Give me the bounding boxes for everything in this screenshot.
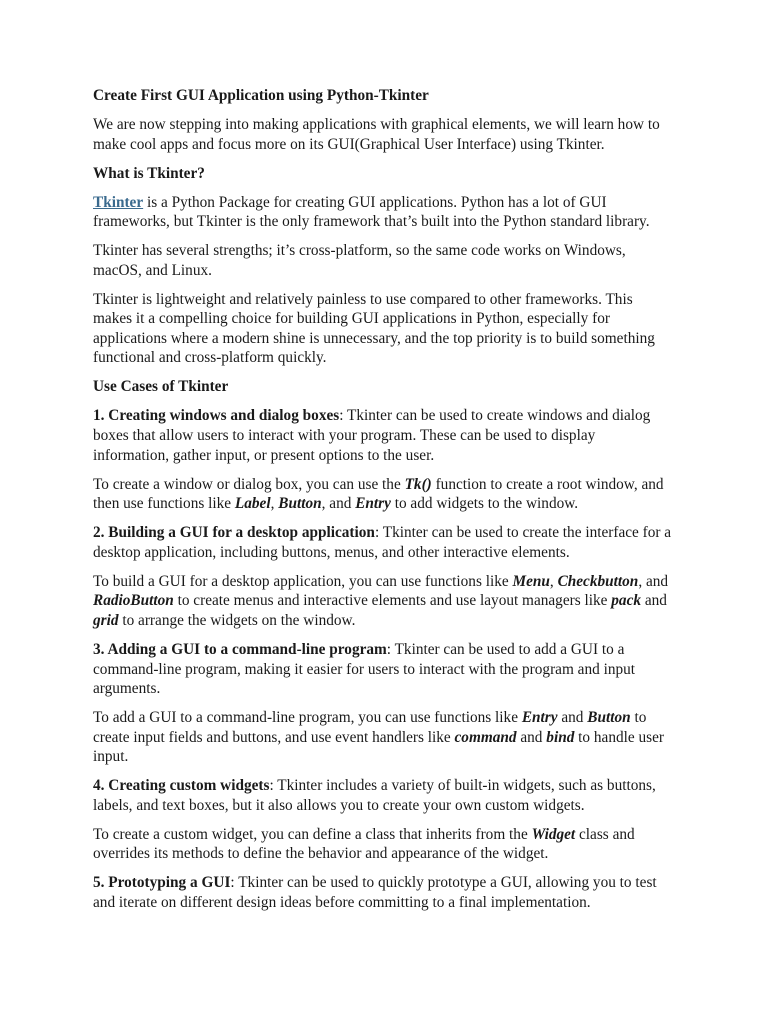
code-checkbutton: Checkbutton <box>557 572 639 590</box>
code-button: Button <box>278 495 322 513</box>
case-2-detail-text: to create menus and interactive elements and use layout managers like <box>173 592 612 610</box>
case-3-detail-text: and <box>516 728 547 746</box>
case-1-detail-text: function to create a root window, and then use functions like <box>93 475 664 513</box>
document-page <box>93 86 673 922</box>
case-4-label: 4. Creating custom widgets <box>93 777 270 795</box>
case-5-paragraph <box>93 873 673 912</box>
case-3-text: : Tkinter can be used to add a GUI to a command-line program, making it easier for users to interact with the program and input arguments. <box>93 640 636 698</box>
what-is-tkinter-paragraph <box>93 193 673 232</box>
case-2-detail <box>93 572 673 631</box>
case-2-detail-text: and <box>641 592 667 610</box>
case-1-detail-text: To create a window or dialog box, you can use the <box>93 475 405 493</box>
document-title: Create First GUI Application using Python-Tkinter <box>93 87 429 104</box>
case-3-detail-text: to handle user input. <box>93 728 664 766</box>
case-5-text: : Tkinter can be used to quickly prototype a GUI, allowing you to test and iterate on different design ideas before committing to a final implementation. <box>93 874 657 912</box>
code-pack: pack <box>611 592 642 610</box>
case-4-detail-text: To create a custom widget, you can define a class that inherits from the <box>93 825 532 843</box>
code-grid: grid <box>93 611 119 629</box>
case-2-label: 2. Building a GUI for a desktop application <box>93 524 375 542</box>
case-1-detail <box>93 475 673 514</box>
code-tk: Tk() <box>404 475 432 493</box>
case-1-label: 1. Creating windows and dialog boxes <box>93 407 340 425</box>
case-3-detail <box>93 708 673 767</box>
case-4-detail-text: class and overrides its methods to define the behavior and appearance of the widget. <box>93 825 635 863</box>
code-radiobutton: RadioButton <box>93 592 174 610</box>
what-is-tkinter-heading: What is Tkinter? <box>93 164 205 182</box>
case-3-detail-text: and <box>557 709 588 727</box>
case-2-detail-text: to arrange the widgets on the window. <box>118 611 356 629</box>
case-1-paragraph <box>93 406 673 465</box>
case-2-paragraph <box>93 523 673 562</box>
intro-paragraph: We are now stepping into making applications with graphical elements, we will learn how to make cool apps and focus more on its GUI(Graphical User Interface) using Tkinter. <box>93 115 660 153</box>
what-is-tkinter-text: is a Python Package for creating GUI applications. Python has a lot of GUI frameworks, but Tkinter is the only framework that’s built into the Python standard library. <box>93 193 650 231</box>
code-label: Label <box>234 495 271 513</box>
use-cases-heading: Use Cases of Tkinter <box>93 378 229 396</box>
lightweight-paragraph: Tkinter is lightweight and relatively painless to use compared to other frameworks. This makes it a compelling choice for building GUI applications in Python, especially for applications where a modern shine is unnecessary, and the top priority is to build something functional and cross-platform quickly. <box>93 290 655 367</box>
case-3-paragraph <box>93 640 673 699</box>
case-4-paragraph <box>93 776 673 815</box>
separator-text: , <box>549 572 558 590</box>
case-3-detail-text: To add a GUI to a command-line program, you can use functions like <box>93 709 522 727</box>
case-2-detail-text: , and <box>638 572 669 590</box>
case-3-label: 3. Adding a GUI to a command-line program <box>93 640 387 658</box>
code-bind: bind <box>546 728 575 746</box>
case-2-detail-text: To build a GUI for a desktop application, you can use functions like <box>93 572 513 590</box>
case-5-label: 5. Prototyping a GUI <box>93 874 231 892</box>
case-1-detail-text: , and <box>321 495 356 513</box>
strengths-paragraph: Tkinter has several strengths; it’s cross-platform, so the same code works on Windows, macOS, and Linux. <box>93 242 626 279</box>
case-2-text: : Tkinter can be used to create the interface for a desktop application, including buttons, menus, and other interactive elements. <box>93 524 672 561</box>
case-4-text: : Tkinter includes a variety of built-in widgets, such as buttons, labels, and text boxes, but it also allows you to create your own custom widgets. <box>93 777 656 814</box>
case-4-detail <box>93 825 673 864</box>
tkinter-link[interactable]: Tkinter <box>93 193 144 211</box>
case-1-detail-text: to add widgets to the window. <box>390 495 579 513</box>
case-1-text: : Tkinter can be used to create windows and dialog boxes that allow users to interact with your program. These can be used to display information, gather input, or present options to the user. <box>93 407 651 464</box>
code-command: command <box>454 728 517 746</box>
code-widget: Widget <box>531 825 576 843</box>
code-entry: Entry <box>355 495 391 513</box>
case-3-detail-text: to create input fields and buttons, and use event handlers like <box>93 709 647 746</box>
code-entry: Entry <box>521 709 558 727</box>
code-button: Button <box>587 709 631 727</box>
separator-text: , <box>270 495 279 513</box>
code-menu: Menu <box>512 572 550 590</box>
